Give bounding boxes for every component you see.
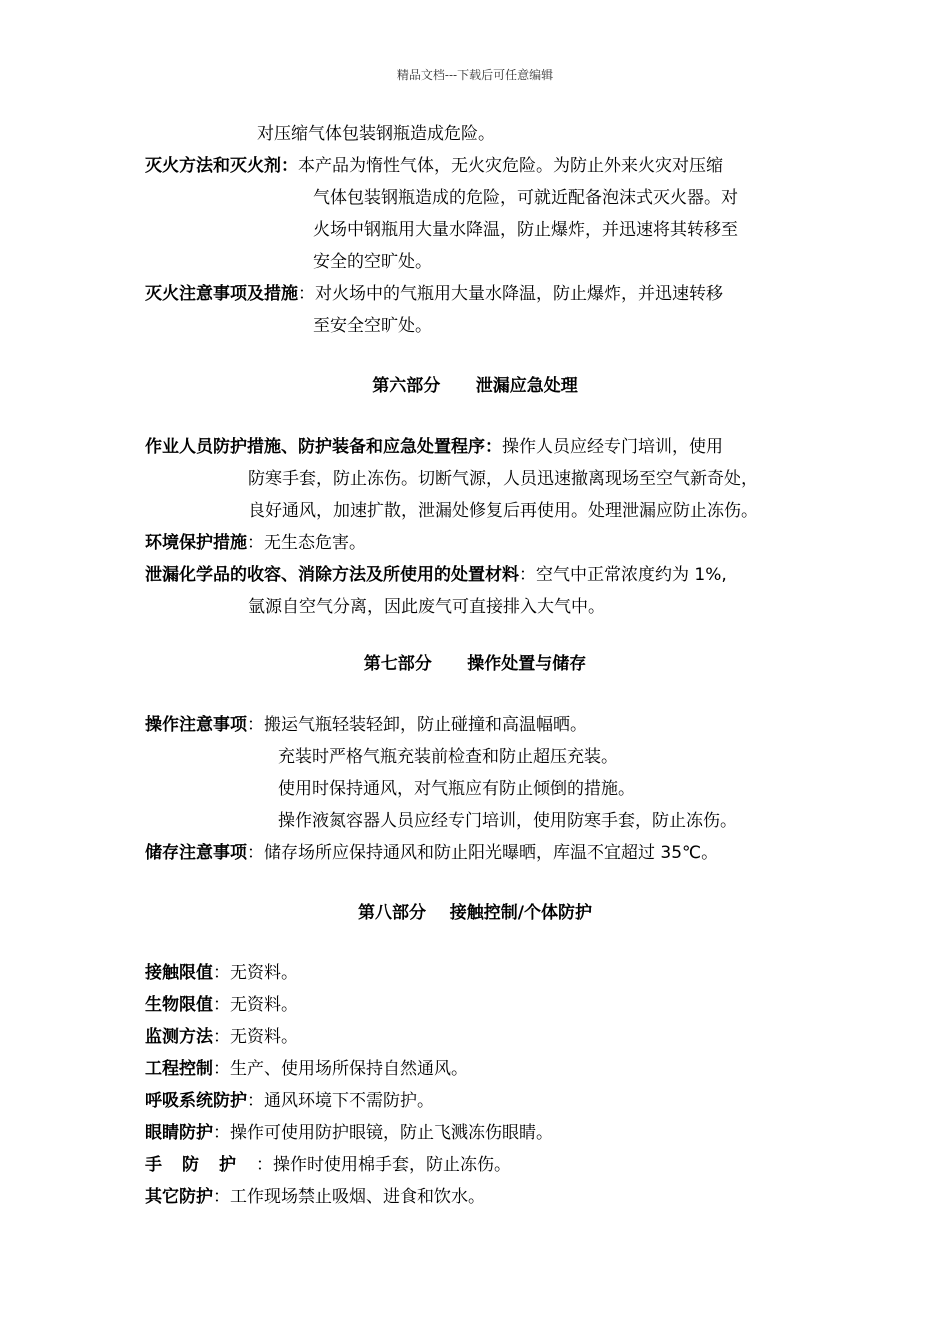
section-6-heading xyxy=(0,375,950,397)
item-text: 操作时使用棉手套，防止冻伤。 xyxy=(273,1155,511,1175)
operation-precaution-line: 充装时严格气瓶充装前检查和防止超压充装。 xyxy=(278,747,618,767)
personnel-protection-label: 作业人员防护措施、防护装备和应急处置程序 xyxy=(145,437,485,457)
cleanup-method-text: 空气中正常浓度约为 1%, xyxy=(536,565,727,585)
storage-precaution-text: 储存场所应保持通风和防止阳光曝晒，库温不宜超过 35℃。 xyxy=(264,843,719,863)
hand-protection-row: 手防护：操作时使用棉手套，防止冻伤。 xyxy=(145,1155,511,1175)
biological-limit-row: 生物限值：无资料。 xyxy=(145,995,298,1015)
item-label: 呼吸系统防护 xyxy=(145,1091,247,1111)
item-text: 无资料。 xyxy=(230,1027,298,1047)
section-7-title: 操作处置与储存 xyxy=(467,654,587,674)
extinguish-method-label: 灭火方法和灭火剂 xyxy=(145,156,281,176)
extinguish-precaution-label: 灭火注意事项及措施 xyxy=(145,284,298,304)
section-8-title: 接触控制/个体防护 xyxy=(449,903,592,923)
section-8-heading xyxy=(0,902,950,924)
exposure-limit-row: 接触限值：无资料。 xyxy=(145,963,298,983)
item-label: 生物限值 xyxy=(145,995,213,1015)
extinguish-method-line: 安全的空旷处。 xyxy=(313,252,432,272)
item-text: 无资料。 xyxy=(230,963,298,983)
item-label: 手防护 xyxy=(145,1155,256,1175)
personnel-protection-row: 作业人员防护措施、防护装备和应急处置程序：操作人员应经专门培训，使用 xyxy=(145,437,723,457)
cleanup-method-line: 氩源自空气分离，因此废气可直接排入大气中。 xyxy=(248,597,605,617)
item-label: 监测方法 xyxy=(145,1027,213,1047)
personnel-protection-text: 操作人员应经专门培训，使用 xyxy=(502,437,723,457)
environment-protection-label: 环境保护措施 xyxy=(145,533,247,553)
extinguish-precaution-line: 至安全空旷处。 xyxy=(313,316,432,336)
environment-protection-text: 无生态危害。 xyxy=(264,533,366,553)
personnel-protection-line: 良好通风，加速扩散，泄漏处修复后再使用。处理泄漏应防止冻伤。 xyxy=(248,501,758,521)
section-8-number: 第八部分 xyxy=(358,903,427,923)
section-7-number: 第七部分 xyxy=(363,654,432,674)
engineering-control-row: 工程控制：生产、使用场所保持自然通风。 xyxy=(145,1059,468,1079)
other-protection-row: 其它防护：工作现场禁止吸烟、进食和饮水。 xyxy=(145,1187,485,1207)
extinguish-method-line: 火场中钢瓶用大量水降温，防止爆炸，并迅速将其转移至 xyxy=(313,220,738,240)
monitoring-method-row: 监测方法：无资料。 xyxy=(145,1027,298,1047)
storage-precaution-row: 储存注意事项：储存场所应保持通风和防止阳光曝晒，库温不宜超过 35℃。 xyxy=(145,843,719,863)
environment-protection-row: 环境保护措施：无生态危害。 xyxy=(145,533,366,553)
storage-precaution-label: 储存注意事项 xyxy=(145,843,247,863)
extinguish-method-row: 灭火方法和灭火剂：本产品为惰性气体，无火灾危险。为防止外来火灾对压缩 xyxy=(145,156,723,176)
item-label: 接触限值 xyxy=(145,963,213,983)
item-text: 生产、使用场所保持自然通风。 xyxy=(230,1059,468,1079)
cleanup-method-row: 泄漏化学品的收容、消除方法及所使用的处置材料：空气中正常浓度约为 1%, xyxy=(145,565,727,585)
item-label: 工程控制 xyxy=(145,1059,213,1079)
eye-protection-row: 眼睛防护：操作可使用防护眼镜，防止飞溅冻伤眼睛。 xyxy=(145,1123,553,1143)
item-text: 操作可使用防护眼镜，防止飞溅冻伤眼睛。 xyxy=(230,1123,553,1143)
continuation-line: 对压缩气体包装钢瓶造成危险。 xyxy=(257,124,495,144)
page-header: 精品文档---下载后可任意编辑 xyxy=(396,68,554,82)
cleanup-method-label: 泄漏化学品的收容、消除方法及所使用的处置材料 xyxy=(145,565,519,585)
personnel-protection-line: 防寒手套，防止冻伤。切断气源，人员迅速撤离现场至空气新奇处， xyxy=(248,469,758,489)
section-7-heading xyxy=(0,653,950,675)
item-label: 其它防护 xyxy=(145,1187,213,1207)
operation-precaution-text: 搬运气瓶轻装轻卸，防止碰撞和高温幅晒。 xyxy=(264,715,587,735)
item-label: 眼睛防护 xyxy=(145,1123,213,1143)
item-text: 无资料。 xyxy=(230,995,298,1015)
operation-precaution-row: 操作注意事项：搬运气瓶轻装轻卸，防止碰撞和高温幅晒。 xyxy=(145,715,587,735)
item-text: 通风环境下不需防护。 xyxy=(264,1091,434,1111)
extinguish-method-text: 本产品为惰性气体，无火灾危险。为防止外来火灾对压缩 xyxy=(298,156,723,176)
item-text: 工作现场禁止吸烟、进食和饮水。 xyxy=(230,1187,485,1207)
section-6-title: 泄漏应急处理 xyxy=(475,376,578,396)
extinguish-precaution-row: 灭火注意事项及措施：对火场中的气瓶用大量水降温，防止爆炸，并迅速转移 xyxy=(145,284,723,304)
operation-precaution-line: 操作液氮容器人员应经专门培训，使用防寒手套，防止冻伤。 xyxy=(278,811,737,831)
extinguish-precaution-text: 对火场中的气瓶用大量水降温，防止爆炸，并迅速转移 xyxy=(315,284,723,304)
operation-precaution-label: 操作注意事项 xyxy=(145,715,247,735)
extinguish-method-line: 气体包装钢瓶造成的危险，可就近配备泡沫式灭火器。对 xyxy=(313,188,738,208)
respiratory-protection-row: 呼吸系统防护：通风环境下不需防护。 xyxy=(145,1091,434,1111)
section-6-number: 第六部分 xyxy=(372,376,441,396)
operation-precaution-line: 使用时保持通风，对气瓶应有防止倾倒的措施。 xyxy=(278,779,635,799)
